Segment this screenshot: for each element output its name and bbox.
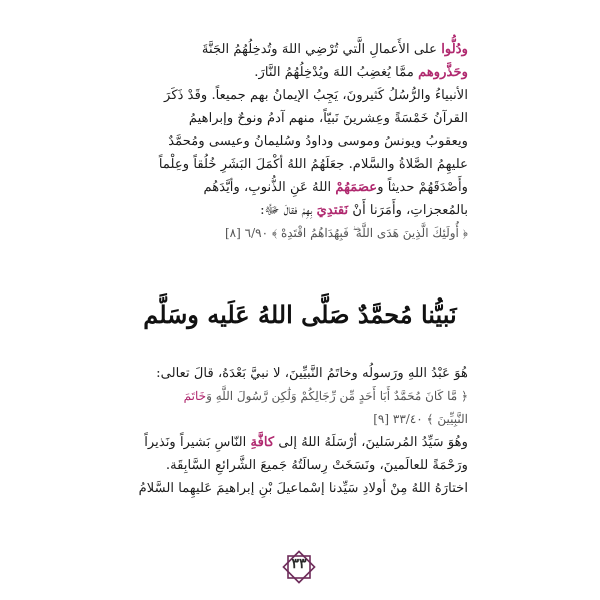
text: النّاسِ بَشيراً ونَذيراً <box>144 435 251 450</box>
paragraph-prophets <box>128 38 468 245</box>
quran-quote <box>128 385 468 408</box>
footnote-ref[interactable]: [٨] <box>224 226 241 240</box>
text: ممَّا يُغضِبُ اللهَ ويُدْخِلُهُمُ النَّارَ. <box>254 65 419 80</box>
highlight-word: وحَذَّروهم <box>418 65 468 80</box>
quran-quote <box>128 222 468 245</box>
quran-quote-cont <box>128 408 468 431</box>
line <box>128 38 468 61</box>
line: ويعقوبُ ويونسُ وموسى وداودُ وسُليمانُ وعيسى ومُحمَّدٌ <box>168 134 468 149</box>
paragraph-muhammad <box>128 362 468 500</box>
highlight-word: ودُلُّوا <box>441 42 468 57</box>
quote-text: ﴿ مَّا كَانَ مُحَمَّدٌ أَبَا أَحَدٍ مِّن رِّجَالِكُمْ وَلَٰكِن رَّسُولَ اللَّهِ وَ <box>206 389 468 403</box>
quote-text: النَّبِيِّينَ ﴾ ٣٣/٤٠ <box>392 412 468 426</box>
highlight-word: خَاتَمَ <box>183 389 207 403</box>
text: بِهِمْ فقالَ ﷻ: <box>260 203 317 218</box>
line <box>128 176 468 199</box>
quote-text: ﴿ أُولَئِكَ الَّذِينَ هَدَى اللَّهُ ۖ فَبِهُدَاهُمُ اقْتَدِهْ ﴾ ٦/٩٠ <box>244 226 468 240</box>
text: بالمُعجزاتِ، وأَمَرَنا أَنْ <box>348 203 468 218</box>
line: القرآنُ خَمْسَةً وعِشرينَ نَبيّاً، منهم آدمُ ونوحٌ وإبراهيمُ <box>188 111 468 126</box>
highlight-word: نَقتدِيَ <box>316 203 349 218</box>
highlight-word: عصَمَهُمْ <box>335 180 378 195</box>
highlight-word: كافَّةِ <box>250 435 275 450</box>
text: على الأَعمالِ الَّتي تُرْضِي اللهَ وتُدخِلُهُمُ الجَنَّةَ <box>201 42 442 57</box>
line <box>128 199 468 222</box>
text: اللهُ عَنِ الذُّنوبِ، وأيَّدَهُم <box>203 180 336 195</box>
footnote-ref[interactable]: [٩] <box>373 412 390 426</box>
line: هُوَ عَبْدُ اللهِ ورَسولُه وخاتَمُ النَّبيِّينَ، لا نبيَّ بَعْدَهُ، قالَ تعالى: <box>156 366 468 381</box>
line: اختارَهُ اللهُ مِنْ أولادِ سَيِّدنا إسْماعيلَ بْنِ إبراهيمَ عَليهِما السَّلامُ <box>138 481 468 496</box>
line <box>128 431 468 454</box>
section-heading: نَبيُّنا مُحمَّدٌ صَلَّى اللهُ عَلَيه وسَلَّم <box>143 300 457 329</box>
text: وأَصْدَقَهُمْ حديثاً و <box>377 180 468 195</box>
line <box>128 61 468 84</box>
line: عليهِمُ الصَّلاةُ والسَّلام. جعَلَهُمُ اللهُ أكْمَلَ البَشَرِ خُلُقاً وعِلْماً <box>158 157 468 172</box>
line: الأنبياءُ والرُّسُلُ كَثيرونَ، يَجِبُ الإيمانُ بهم جميعاً. وقَدْ ذَكَرَ <box>164 88 468 103</box>
line: ورَحْمَةً للعالَمينَ، ونَسَخَتْ رِسالَتُهُ جَميعَ الشَّرائعِ السَّابِقَة. <box>165 458 468 473</box>
text: وهُوَ سَيِّدُ المُرسَلينَ، أرْسَلَهُ اللهُ إلى <box>274 435 468 450</box>
page-number: ٣٣ <box>291 556 307 572</box>
